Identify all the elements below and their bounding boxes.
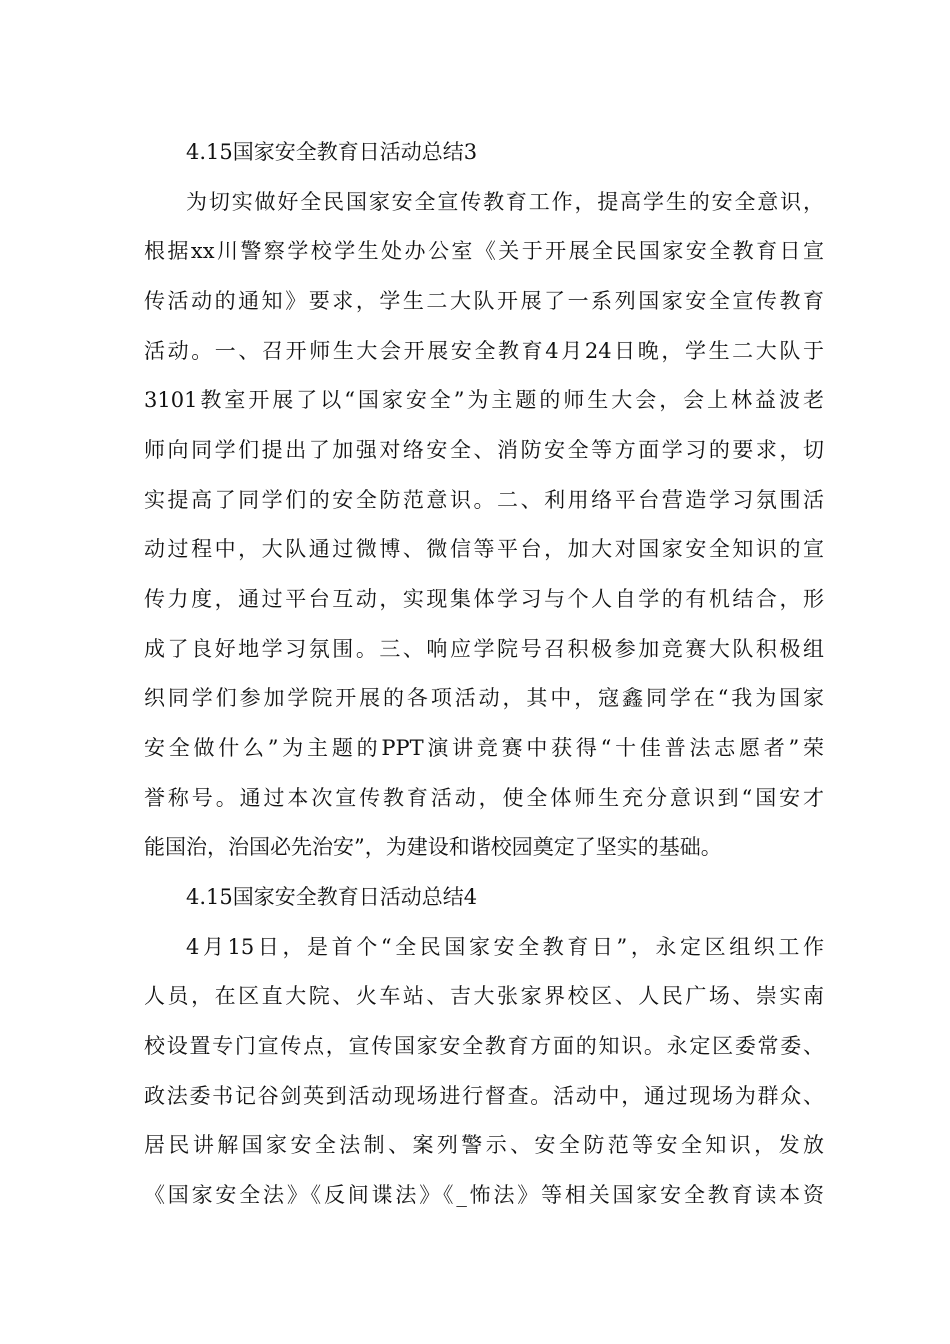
paragraph-line: 校设置专门宣传点，宣传国家安全教育方面的知识。永定区委常委、 bbox=[144, 1034, 824, 1058]
paragraph-line: 根据xx川警察学校学生处办公室《关于开展全民国家安全教育日宣 bbox=[144, 239, 824, 263]
paragraph-line: 居民讲解国家安全法制、案列警示、安全防范等安全知识，发放 bbox=[144, 1133, 824, 1157]
paragraph-line: 能国治，治国必先治安”，为建设和谐校园奠定了坚实的基础。 bbox=[144, 835, 722, 859]
section-heading: 4.15国家安全教育日活动总结3 bbox=[186, 140, 478, 164]
paragraph-line: 誉称号。通过本次宣传教育活动，使全体师生充分意识到“国安才 bbox=[144, 786, 824, 810]
paragraph-line: 安全做什么”为主题的PPT演讲竞赛中获得“十佳普法志愿者”荣 bbox=[144, 736, 824, 760]
paragraph-line: 织同学们参加学院开展的各项活动，其中，寇鑫同学在“我为国家 bbox=[144, 686, 824, 710]
paragraph-line: 动过程中，大队通过微博、微信等平台，加大对国家安全知识的宣 bbox=[144, 537, 824, 561]
paragraph-line: 《国家安全法》《反间谍法》《_怖法》等相关国家安全教育读本资 bbox=[144, 1183, 824, 1207]
paragraph-line: 传力度，通过平台互动，实现集体学习与个人自学的有机结合，形 bbox=[144, 587, 824, 611]
paragraph-line: 成了良好地学习氛围。三、响应学院号召积极参加竞赛大队积极组 bbox=[144, 637, 824, 661]
paragraph-line: 人员，在区直大院、火车站、吉大张家界校区、人民广场、崇实南 bbox=[144, 984, 824, 1008]
paragraph-line: 为切实做好全民国家安全宣传教育工作，提高学生的安全意识， bbox=[186, 190, 824, 214]
paragraph-line: 政法委书记谷剑英到活动现场进行督查。活动中，通过现场为群众、 bbox=[144, 1084, 824, 1108]
paragraph-line: 传活动的通知》要求，学生二大队开展了一系列国家安全宣传教育 bbox=[144, 289, 824, 313]
paragraph-line: 实提高了同学们的安全防范意识。二、利用络平台营造学习氛围活 bbox=[144, 488, 824, 512]
paragraph-line: 师向同学们提出了加强对络安全、消防安全等方面学习的要求，切 bbox=[144, 438, 824, 462]
paragraph-line: 活动。一、召开师生大会开展安全教育4月24日晚，学生二大队于 bbox=[144, 339, 824, 363]
section-heading: 4.15国家安全教育日活动总结4 bbox=[186, 885, 478, 909]
paragraph-line: 4月15日，是首个“全民国家安全教育日”，永定区组织工作 bbox=[186, 935, 824, 959]
paragraph-line: 3101教室开展了以“国家安全”为主题的师生大会，会上林益波老 bbox=[144, 388, 824, 412]
